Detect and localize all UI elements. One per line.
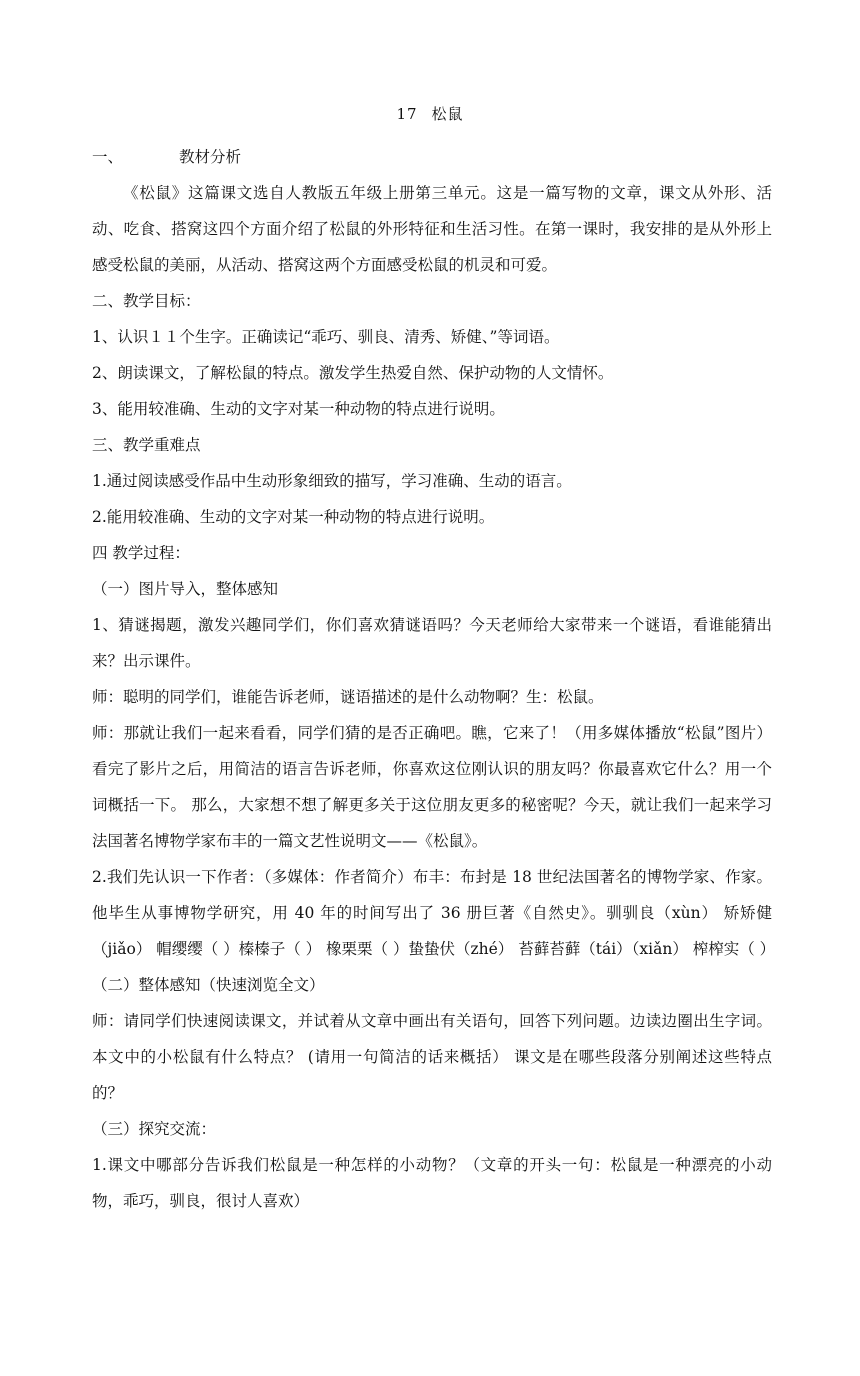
section-heading-analysis <box>92 139 772 175</box>
step-2-heading: （二）整体感知（快速浏览全文） <box>92 976 325 994</box>
step-1-heading: （一）图片导入，整体感知 <box>92 580 279 598</box>
step-2-paragraph-1: 师：请同学们快速阅读课文，并试着从文章中画出有关语句，回答下列问题。边读边圈出生字词。本文中的小松鼠有什么特点？ (请用一句简洁的话来概括） 课文是在哪些段落分别阐述这些特点的？ <box>92 1012 772 1102</box>
key-point-1: 1.通过阅读感受作品中生动形象细致的描写，学习准确、生动的语言。 <box>92 472 572 490</box>
step-1-paragraph-4: 2.我们先认识一下作者：（多媒体：作者简介）布丰：布封是 18 世纪法国著名的博物学家、作家。他毕生从事博物学研究，用 40 年的时间写出了 36 册巨著《自然史》。驯驯良（xùn） 矫矫健（jiǎo） 帽缨缨（ ）榛榛子（ ） 橡栗栗（ ）蛰蛰伏（zhé） 苔藓苔藓（tái）（xiǎn） 榨榨实（ ） <box>92 868 776 958</box>
lesson-number: 17 <box>396 105 418 123</box>
step-1-paragraph-3: 师：那就让我们一起来看看，同学们猜的是否正确吧。瞧，它来了！（用多媒体播放“松鼠”图片）看完了影片之后，用简洁的语言告诉老师，你喜欢这位刚认识的朋友吗？你最喜欢它什么？用一个词概括一下。 那么，大家想不想了解更多关于这位朋友更多的秘密呢？今天，就让我们一起来学习法国著名博物学家布丰的一篇文艺性说明文——《松鼠》。 <box>92 724 772 850</box>
section-heading-goals: 二、教学目标： <box>92 292 201 310</box>
section-heading-process: 四 教学过程： <box>92 544 190 562</box>
step-3-paragraph-1: 1.课文中哪部分告诉我们松鼠是一种怎样的小动物？（文章的开头一句：松鼠是一种漂亮的小动物，乖巧，驯良，很讨人喜欢） <box>92 1156 772 1210</box>
key-point-2: 2.能用较准确、生动的文字对某一种动物的特点进行说明。 <box>92 508 495 526</box>
goal-item-2: 2、朗读课文，了解松鼠的特点。激发学生热爱自然、保护动物的人文情怀。 <box>92 364 614 382</box>
analysis-paragraph: 《松鼠》这篇课文选自人教版五年级上册第三单元。这是一篇写物的文章，课文从外形、活动、吃食、搭窝这四个方面介绍了松鼠的外形特征和生活习性。在第一课时，我安排的是从外形上感受松鼠的美丽，从活动、搭窝这两个方面感受松鼠的机灵和可爱。 <box>92 184 772 274</box>
section-heading-key-points: 三、教学重难点 <box>92 436 201 454</box>
step-1-paragraph-2: 师：聪明的同学们，谁能告诉老师，谜语描述的是什么动物啊？生：松鼠。 <box>92 688 604 706</box>
step-1-paragraph-1: 1、猜谜揭题，激发兴趣同学们，你们喜欢猜谜语吗？今天老师给大家带来一个谜语，看谁能猜出来？出示课件。 <box>92 616 772 670</box>
step-3-heading: （三）探究交流： <box>92 1120 217 1138</box>
lesson-title <box>0 103 860 125</box>
lesson-title-text: 松鼠 <box>431 105 464 123</box>
goal-item-1: 1、认识１１个生字。正确读记“乖巧、驯良、清秀、矫健、”等词语。 <box>92 328 560 346</box>
goal-item-3: 3、能用较准确、生动的文字对某一种动物的特点进行说明。 <box>92 400 505 418</box>
document-body <box>92 139 776 1219</box>
section-number: 一、 <box>92 148 124 166</box>
section-title: 教材分析 <box>179 148 242 166</box>
